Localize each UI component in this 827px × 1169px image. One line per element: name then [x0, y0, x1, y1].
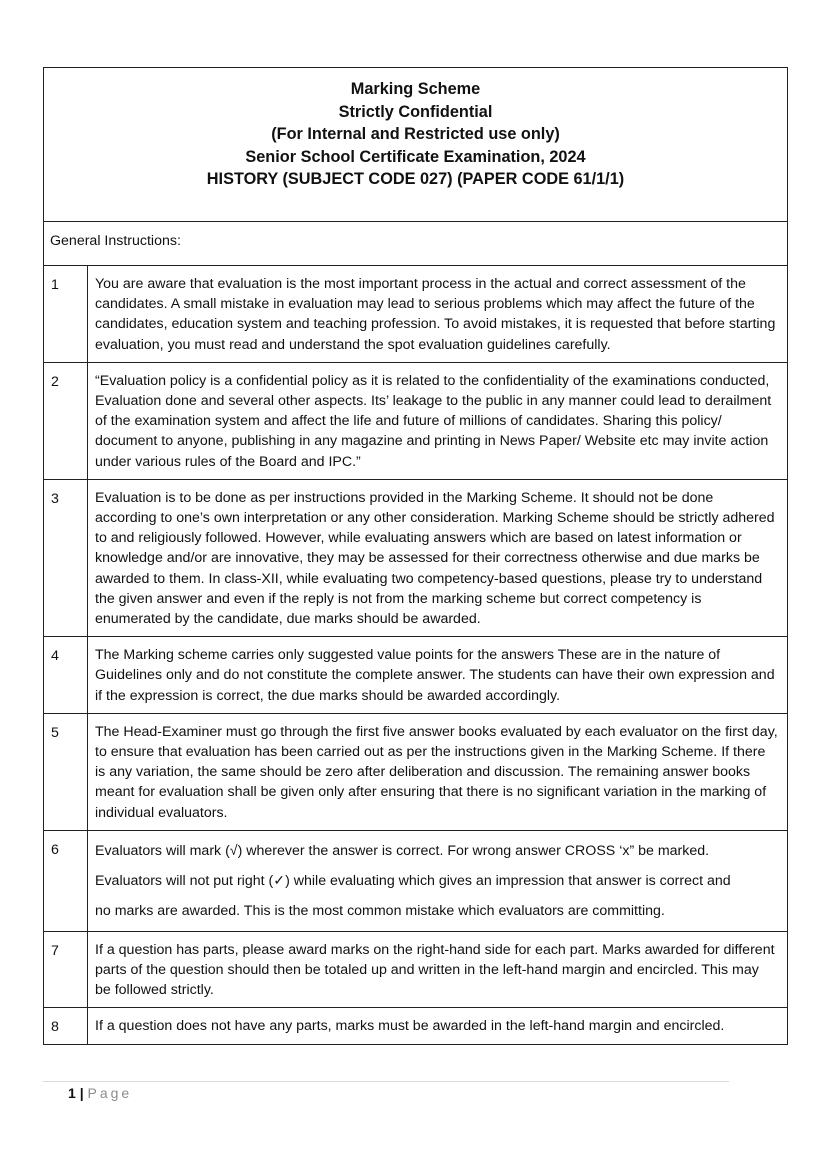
instruction-number: 7 [44, 931, 88, 1008]
instruction-row [44, 1008, 788, 1044]
marking-scheme-table [43, 67, 788, 1045]
instruction-line: Evaluators will mark (√) wherever the answer is correct. For wrong answer CROSS ‘x” be marked. [95, 842, 710, 859]
instruction-text: You are aware that evaluation is the most important process in the actual and correct assessment of the candidates. A small mistake in evaluation may lead to serious problems which may affect the future of the candidates, education system and teaching profession. To avoid mistakes, it is requested that before starting evaluation, you must read and understand the spot evaluation guidelines carefully. [88, 266, 788, 363]
instruction-line: no marks are awarded. This is the most common mistake which evaluators are committing. [95, 902, 665, 919]
page-separator: | [79, 1085, 84, 1101]
instruction-row [44, 713, 788, 830]
instruction-row [44, 830, 788, 931]
instruction-number: 4 [44, 637, 88, 714]
instruction-row [44, 931, 788, 1008]
instruction-number: 1 [44, 266, 88, 363]
instruction-text [88, 830, 788, 931]
instruction-text: The Marking scheme carries only suggested value points for the answers These are in the nature of Guidelines only and do not constitute the complete answer. The students can have their own expression and if the expression is correct, the due marks should be awarded accordingly. [88, 637, 788, 714]
general-instructions-row [44, 222, 788, 266]
instruction-text: If a question has parts, please award marks on the right-hand side for each part. Marks awarded for different parts of the question should then be totaled up and written in the left-hand margin and encircled. This may be followed strictly. [88, 931, 788, 1008]
header-confidential: Strictly Confidential [338, 102, 493, 121]
page-number: 1 [68, 1085, 76, 1101]
instruction-row [44, 362, 788, 479]
header-subject-code: HISTORY (SUBJECT CODE 027) (PAPER CODE 61/1/1) [206, 170, 625, 188]
general-instructions-label: General Instructions: [44, 222, 788, 266]
page-footer [68, 1084, 132, 1102]
instruction-number: 2 [44, 362, 88, 479]
instruction-text: Evaluation is to be done as per instructions provided in the Marking Scheme. It should not be done according to one’s own interpretation or any other consideration. Marking Scheme should be strictly adhered to and religiously followed. However, while evaluating answers which are based on latest information or knowledge and/or are innovative, they may be assessed for their correctness otherwise and due marks be awarded to them. In class-XII, while evaluating two competency-based questions, please try to understand the given answer and even if the reply is not from the marking scheme but correct competency is enumerated by the candidate, due marks should be awarded. [88, 479, 788, 636]
instruction-number: 5 [44, 713, 88, 830]
instruction-number: 6 [44, 830, 88, 931]
document-header [44, 68, 788, 222]
header-title: Marking Scheme [350, 80, 481, 98]
instruction-number: 8 [44, 1008, 88, 1044]
instruction-row [44, 637, 788, 714]
instruction-line: Evaluators will not put right (✓) while evaluating which gives an impression that answer is correct and [95, 872, 731, 889]
instruction-text: “Evaluation policy is a confidential policy as it is related to the confidentiality of the examinations conducted, Evaluation done and several other aspects. Its’ leakage to the public in any manner could lead to derailment of the examination system and affect the life and future of millions of candidates. Sharing this policy/ document to anyone, publishing in any magazine and printing in News Paper/ Website etc may invite action under various rules of the Board and IPC.” [88, 362, 788, 479]
instruction-text: If a question does not have any parts, marks must be awarded in the left-hand margin and encircled. [88, 1008, 788, 1044]
page-label: Page [87, 1085, 133, 1101]
instruction-number: 3 [44, 479, 88, 636]
instruction-text: The Head-Examiner must go through the first five answer books evaluated by each evaluator on the first day, to ensure that evaluation has been carried out as per the instructions given in the Marking Scheme. If there is any variation, the same should be zero after deliberation and discussion. The remaining answer books meant for evaluation shall be given only after ensuring that there is no significant variation in the marking of individual evaluators. [88, 713, 788, 830]
footer-divider [43, 1081, 729, 1082]
header-exam-name: Senior School Certificate Examination, 2024 [245, 147, 586, 166]
header-restricted-use: (For Internal and Restricted use only) [271, 125, 560, 143]
instruction-row [44, 266, 788, 363]
header-row [44, 68, 788, 222]
instruction-row [44, 479, 788, 636]
